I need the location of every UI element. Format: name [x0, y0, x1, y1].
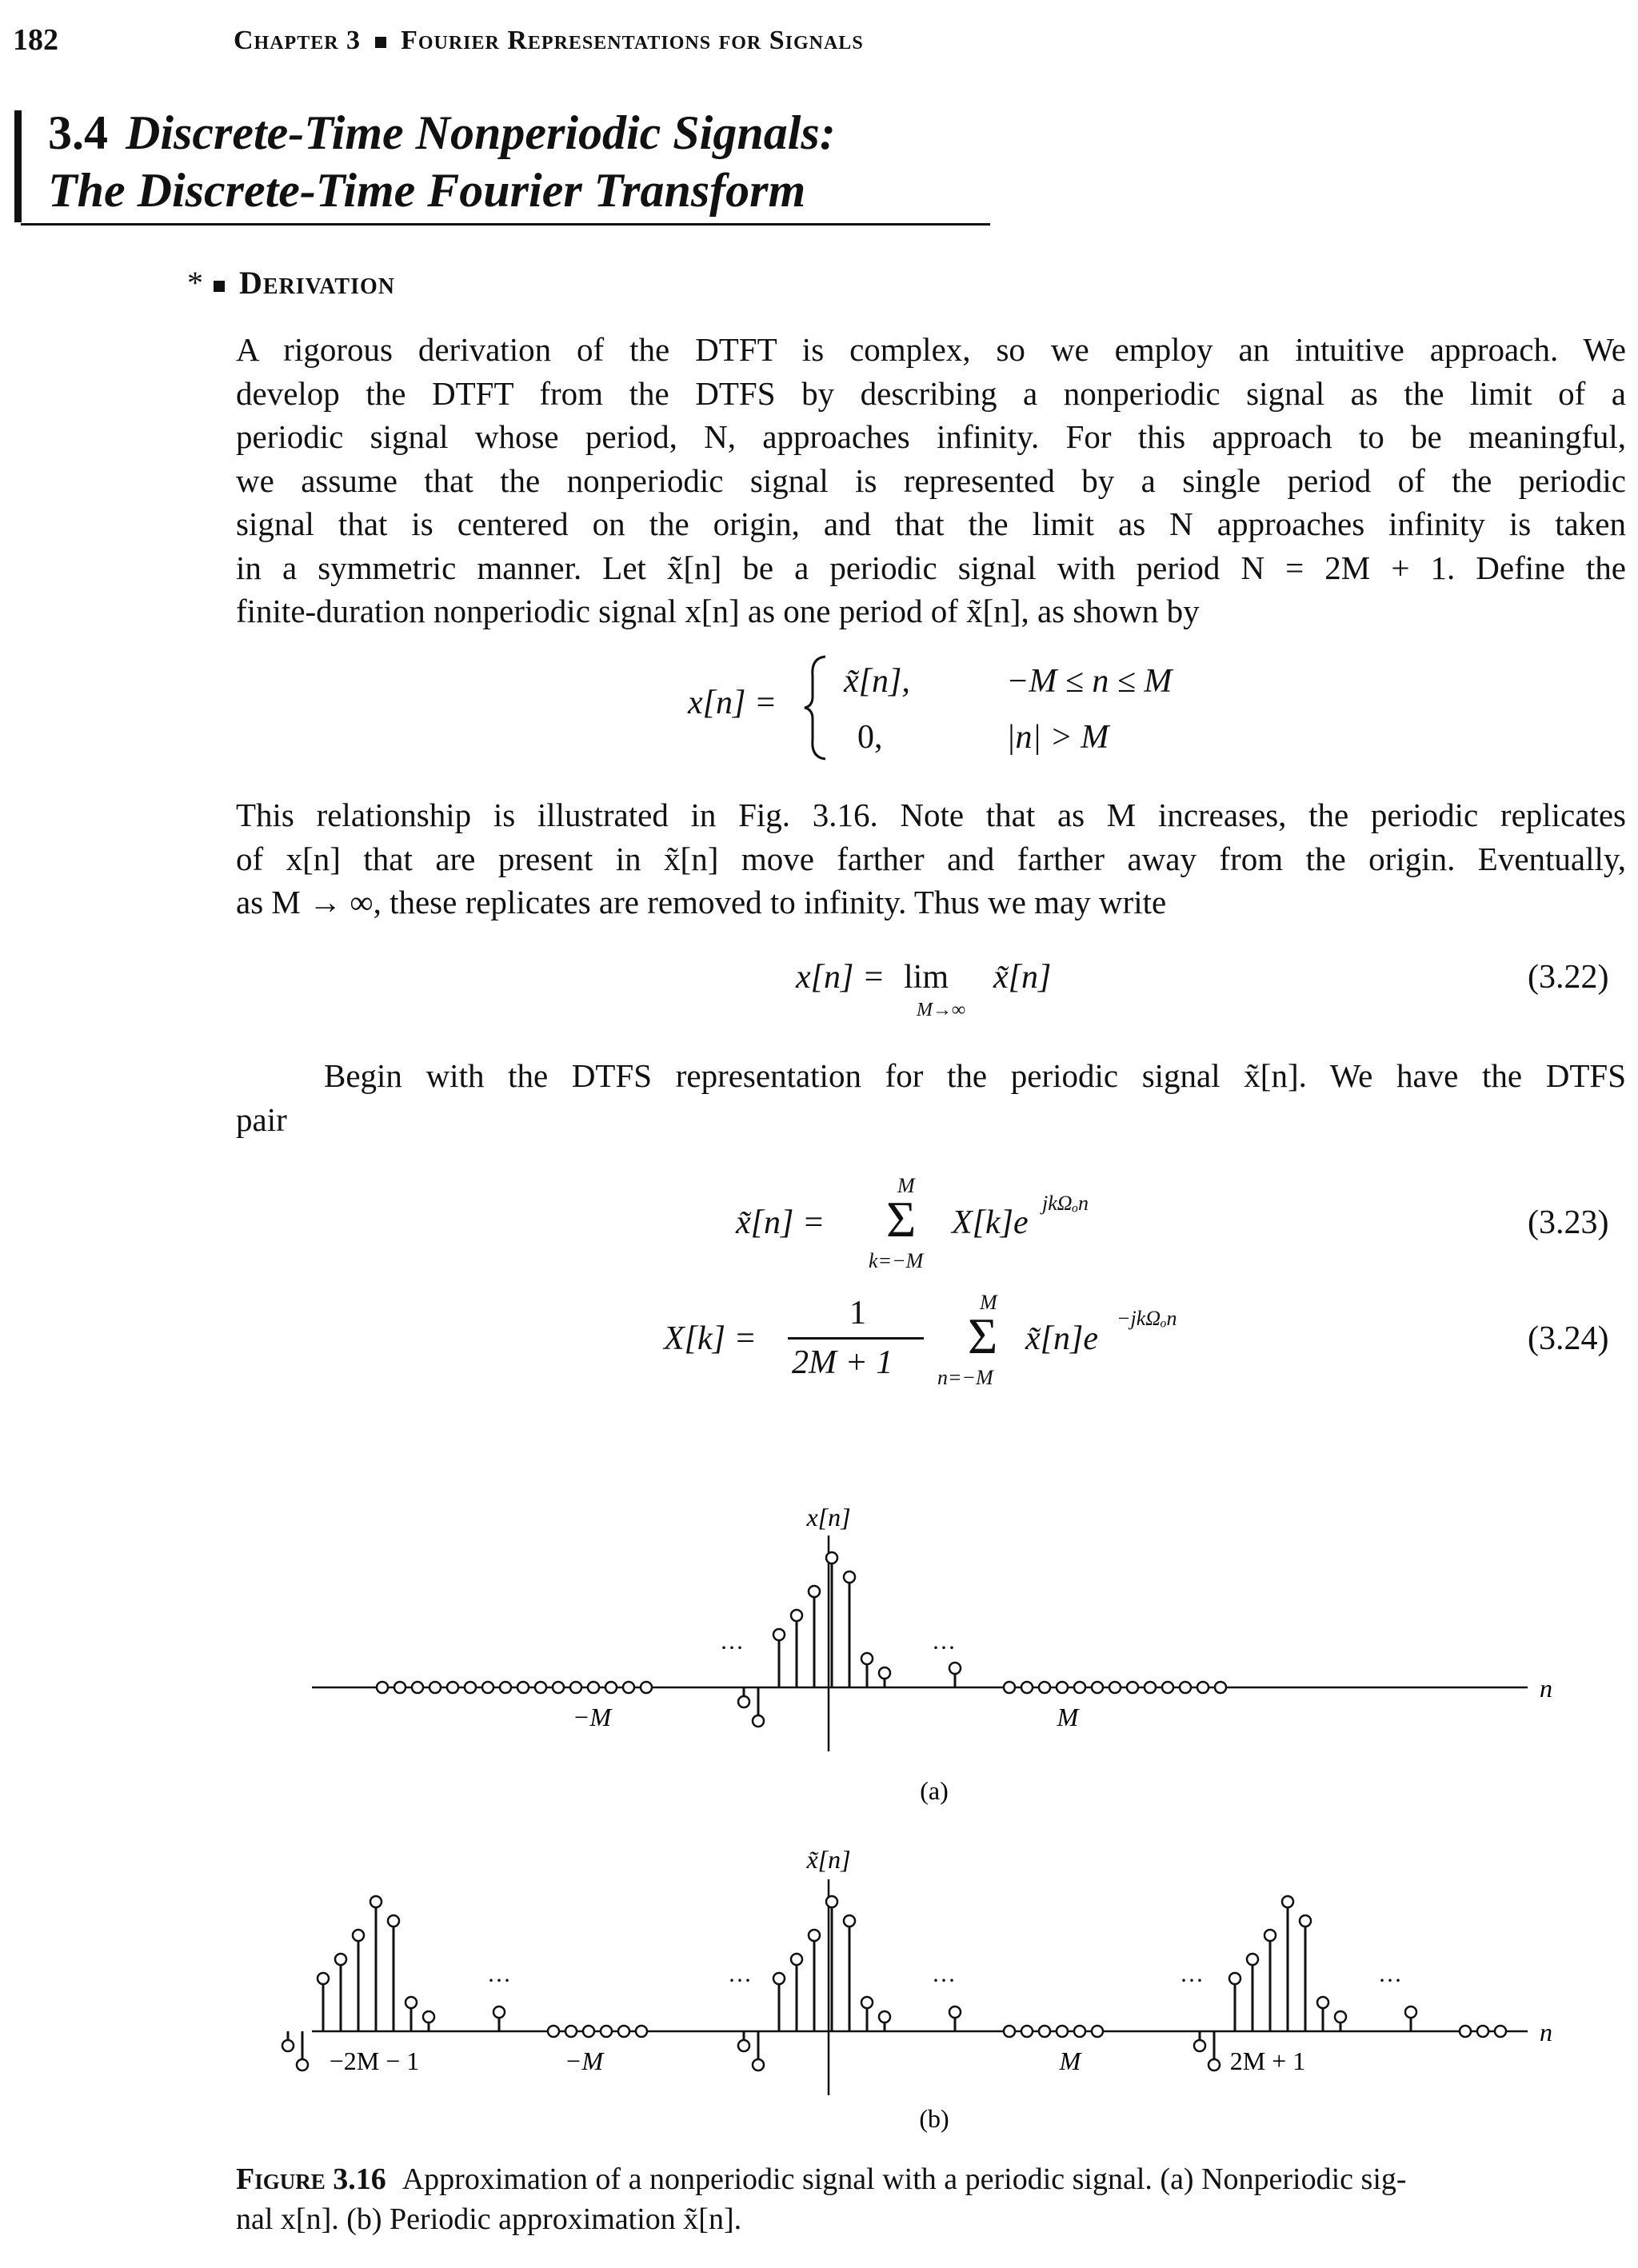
zero-sample-marker	[1039, 2026, 1050, 2037]
text-line: This relationship is illustrated in Fig. 3.16. Note that as M increases, the periodic replicates	[236, 797, 1626, 833]
subfigure-label-a: (a)	[920, 1776, 949, 1805]
x-axis-label: n	[1540, 2018, 1552, 2046]
zero-sample-marker	[618, 2026, 629, 2037]
stem-marker	[949, 1663, 961, 1674]
stem-marker	[809, 1586, 820, 1597]
text-line: as M → ∞, these replicates are removed to infinity. Thus we may write	[236, 884, 1167, 920]
section-title-line1: Discrete-Time Nonperiodic Signals:	[126, 106, 836, 159]
eq323-exponent: jkΩₒn	[1042, 1192, 1089, 1215]
equation-number: (3.23)	[1528, 1204, 1609, 1241]
zero-sample-marker	[588, 1682, 599, 1693]
stem-marker	[493, 2006, 505, 2018]
curly-brace-icon	[800, 652, 832, 764]
stem-marker	[738, 2040, 749, 2051]
piecewise-case1-value: x̃[n],	[844, 663, 910, 700]
ellipsis: ···	[487, 1967, 511, 1994]
paragraph-3	[236, 1054, 1626, 1141]
zero-sample-marker	[605, 1682, 617, 1693]
running-header	[234, 26, 864, 56]
zero-sample-marker	[1057, 2026, 1068, 2037]
zero-sample-marker	[553, 1682, 564, 1693]
stem-marker	[1317, 1997, 1328, 2008]
piecewise-lhs: x[n] =	[688, 685, 777, 721]
section-number: 3.4	[48, 106, 108, 159]
zero-sample-marker	[1074, 1682, 1085, 1693]
page-number: 182	[13, 23, 58, 57]
text-line: signal that is centered on the origin, and that the limit as N approaches infinity is taken	[236, 505, 1626, 542]
eq322-lim: lim	[904, 959, 949, 996]
figure-3-16-a	[0, 1487, 1638, 1807]
stem-marker	[353, 1930, 364, 1941]
section-bar	[14, 110, 22, 222]
stem-marker	[791, 1610, 802, 1621]
eq323-sum-top: M	[897, 1174, 915, 1197]
eq323-sum-bottom: k=−M	[869, 1249, 924, 1272]
stem-marker	[791, 1954, 802, 1965]
stem-marker	[1209, 2059, 1220, 2070]
caption-line2: nal x[n]. (b) Periodic approximation x̃[n].	[236, 2202, 742, 2236]
stem-marker	[1335, 2011, 1346, 2022]
stem-marker	[753, 1715, 764, 1727]
stem-marker	[826, 1552, 837, 1563]
zero-sample-marker	[482, 1682, 493, 1693]
stem-marker	[844, 1571, 855, 1583]
text-line: Begin with the DTFS representation for the periodic signal x̃[n]. We have the DTFS	[324, 1057, 1626, 1094]
tick-label-neg-m: −M	[572, 1703, 612, 1731]
ellipsis: ···	[1378, 1967, 1402, 1994]
stem-marker	[1264, 1930, 1276, 1941]
zero-sample-marker	[1127, 1682, 1138, 1693]
tick-label-m: M	[1059, 2046, 1081, 2075]
stem-marker	[1282, 1896, 1293, 1907]
zero-sample-marker	[1477, 2026, 1488, 2037]
eq324-sum-top: M	[980, 1291, 997, 1314]
zero-sample-marker	[1215, 1682, 1226, 1693]
zero-sample-marker	[1092, 1682, 1103, 1693]
caption-line1: Approximation of a nonperiodic signal with a periodic signal. (a) Nonperiodic sig-	[402, 2162, 1407, 2196]
zero-sample-marker	[583, 2026, 594, 2037]
tick-label-m: M	[1057, 1703, 1079, 1731]
tick-label-neg-2m-1: −2M − 1	[329, 2046, 420, 2075]
eq324-body: x̃[n]e	[1025, 1320, 1098, 1357]
equation-number: (3.24)	[1528, 1320, 1609, 1357]
zero-sample-marker	[1162, 1682, 1173, 1693]
zero-sample-marker	[517, 1682, 529, 1693]
ellipsis: ···	[932, 1635, 956, 1661]
chapter-label: Chapter 3	[234, 26, 362, 55]
zero-sample-marker	[1021, 2026, 1033, 2037]
zero-sample-marker	[377, 1682, 388, 1693]
zero-sample-marker	[447, 1682, 458, 1693]
text-line: finite-duration nonperiodic signal x[n] as one period of x̃[n], as shown by	[236, 593, 1200, 629]
text-line: periodic signal whose period, N, approaches infinity. For this approach to be meaningful,	[236, 418, 1626, 455]
zero-sample-marker	[1039, 1682, 1050, 1693]
text-line: we assume that the nonperiodic signal is represented by a single period of the periodic	[236, 461, 1626, 499]
bullet-square-icon	[375, 37, 386, 48]
sigma-icon: Σ	[886, 1191, 917, 1248]
text-line: in a symmetric manner. Let x̃[n] be a periodic signal with period N = 2M + 1. Define the	[236, 549, 1626, 586]
subsection-title: Derivation	[239, 265, 396, 301]
zero-sample-marker	[500, 1682, 511, 1693]
stem-marker	[318, 1973, 329, 1984]
eq322-rhs: x̃[n]	[993, 959, 1052, 996]
sigma-icon: Σ	[968, 1308, 998, 1364]
eq322-lim-sub: M→∞	[917, 1000, 966, 1020]
figure-3-16-b	[0, 1831, 1638, 2135]
ellipsis: ···	[720, 1635, 744, 1661]
y-axis-label: x̃[n]	[806, 1845, 851, 1874]
stem-marker	[297, 2059, 308, 2070]
stem-marker	[861, 1653, 873, 1664]
zero-sample-marker	[1197, 1682, 1209, 1693]
stem-marker	[861, 1997, 873, 2008]
stem-marker	[809, 1930, 820, 1941]
stem-marker	[949, 2006, 961, 2018]
zero-sample-marker	[1004, 2026, 1015, 2037]
stem-marker	[423, 2011, 434, 2022]
zero-sample-marker	[1495, 2026, 1506, 2037]
y-axis-label: x[n]	[806, 1503, 851, 1531]
stem-marker	[335, 1954, 346, 1965]
zero-sample-marker	[641, 1682, 652, 1693]
section-title	[48, 104, 836, 219]
subfigure-label-b: (b)	[919, 2104, 949, 2133]
stem-marker	[1247, 1954, 1258, 1965]
figure-label: Figure 3.16	[236, 2162, 386, 2196]
piecewise-case2-value: 0,	[857, 719, 883, 756]
stem-marker	[282, 2040, 294, 2051]
x-axis-label: n	[1540, 1674, 1552, 1703]
chapter-title: Fourier Representations for Signals	[401, 26, 864, 55]
zero-sample-marker	[1460, 2026, 1471, 2037]
zero-sample-marker	[570, 1682, 581, 1693]
stem-marker	[1229, 1973, 1240, 1984]
stem-marker	[1300, 1915, 1311, 1927]
ellipsis: ···	[932, 1967, 956, 1994]
eq324-frac-num: 1	[849, 1295, 866, 1332]
zero-sample-marker	[1145, 1682, 1156, 1693]
zero-sample-marker	[1092, 2026, 1103, 2037]
section-title-line2: The Discrete-Time Fourier Transform	[48, 164, 806, 217]
zero-sample-marker	[1074, 2026, 1085, 2037]
zero-sample-marker	[548, 2026, 559, 2037]
zero-sample-marker	[412, 1682, 423, 1693]
stem-marker	[879, 1667, 890, 1679]
figure-caption	[236, 2159, 1626, 2239]
piecewise-case1-condition: −M ≤ n ≤ M	[1006, 663, 1173, 700]
stem-marker	[844, 1915, 855, 1927]
stem-marker	[370, 1896, 382, 1907]
zero-sample-marker	[601, 2026, 612, 2037]
zero-sample-marker	[394, 1682, 406, 1693]
zero-sample-marker	[535, 1682, 546, 1693]
stem-marker	[879, 2011, 890, 2022]
eq324-frac-den: 2M + 1	[792, 1344, 893, 1381]
paragraph-1	[236, 328, 1626, 633]
subsection-heading	[187, 264, 395, 301]
ellipsis: ···	[728, 1967, 752, 1994]
zero-sample-marker	[623, 1682, 634, 1693]
zero-sample-marker	[1180, 1682, 1191, 1693]
equation-number: (3.22)	[1528, 959, 1609, 996]
stem-marker	[406, 1997, 417, 2008]
stem-marker	[1194, 2040, 1205, 2051]
zero-sample-marker	[1109, 1682, 1121, 1693]
eq323-body: X[k]e	[952, 1204, 1029, 1241]
eq323-lhs: x̃[n] =	[736, 1204, 825, 1241]
text-line: A rigorous derivation of the DTFT is complex, so we employ an intuitive approach. We	[236, 331, 1626, 368]
eq324-exponent: −jkΩₒn	[1117, 1307, 1177, 1330]
tick-label-2m-plus-1: 2M + 1	[1229, 2046, 1306, 2075]
section-rule	[21, 223, 990, 226]
asterisk-marker: *	[187, 265, 204, 301]
stem-marker	[826, 1896, 837, 1907]
zero-sample-marker	[429, 1682, 441, 1693]
zero-sample-marker	[1021, 1682, 1033, 1693]
piecewise-case2-condition: |n| > M	[1006, 719, 1109, 756]
stem-marker	[388, 1915, 399, 1927]
stem-marker	[773, 1973, 785, 1984]
stem-marker	[753, 2059, 764, 2070]
text-line: pair	[236, 1100, 287, 1138]
zero-sample-marker	[1057, 1682, 1068, 1693]
tick-label-neg-m: −M	[564, 2046, 604, 2075]
zero-sample-marker	[636, 2026, 647, 2037]
fraction-bar	[788, 1337, 924, 1340]
zero-sample-marker	[565, 2026, 577, 2037]
text-line: of x[n] that are present in x̃[n] move farther and farther away from the origin. Eventually,	[236, 840, 1626, 877]
stem-marker	[738, 1696, 749, 1707]
zero-sample-marker	[1004, 1682, 1015, 1693]
eq324-sum-bottom: n=−M	[937, 1366, 993, 1389]
bullet-square-icon	[214, 281, 225, 292]
ellipsis: ···	[1180, 1967, 1204, 1994]
stem-marker	[773, 1629, 785, 1640]
text-line: develop the DTFT from the DTFS by describing a nonperiodic signal as the limit of a	[236, 374, 1626, 412]
paragraph-2	[236, 793, 1626, 924]
zero-sample-marker	[465, 1682, 476, 1693]
eq324-lhs: X[k] =	[664, 1320, 757, 1357]
eq322-lhs: x[n] =	[796, 959, 885, 996]
stem-marker	[1405, 2006, 1416, 2018]
